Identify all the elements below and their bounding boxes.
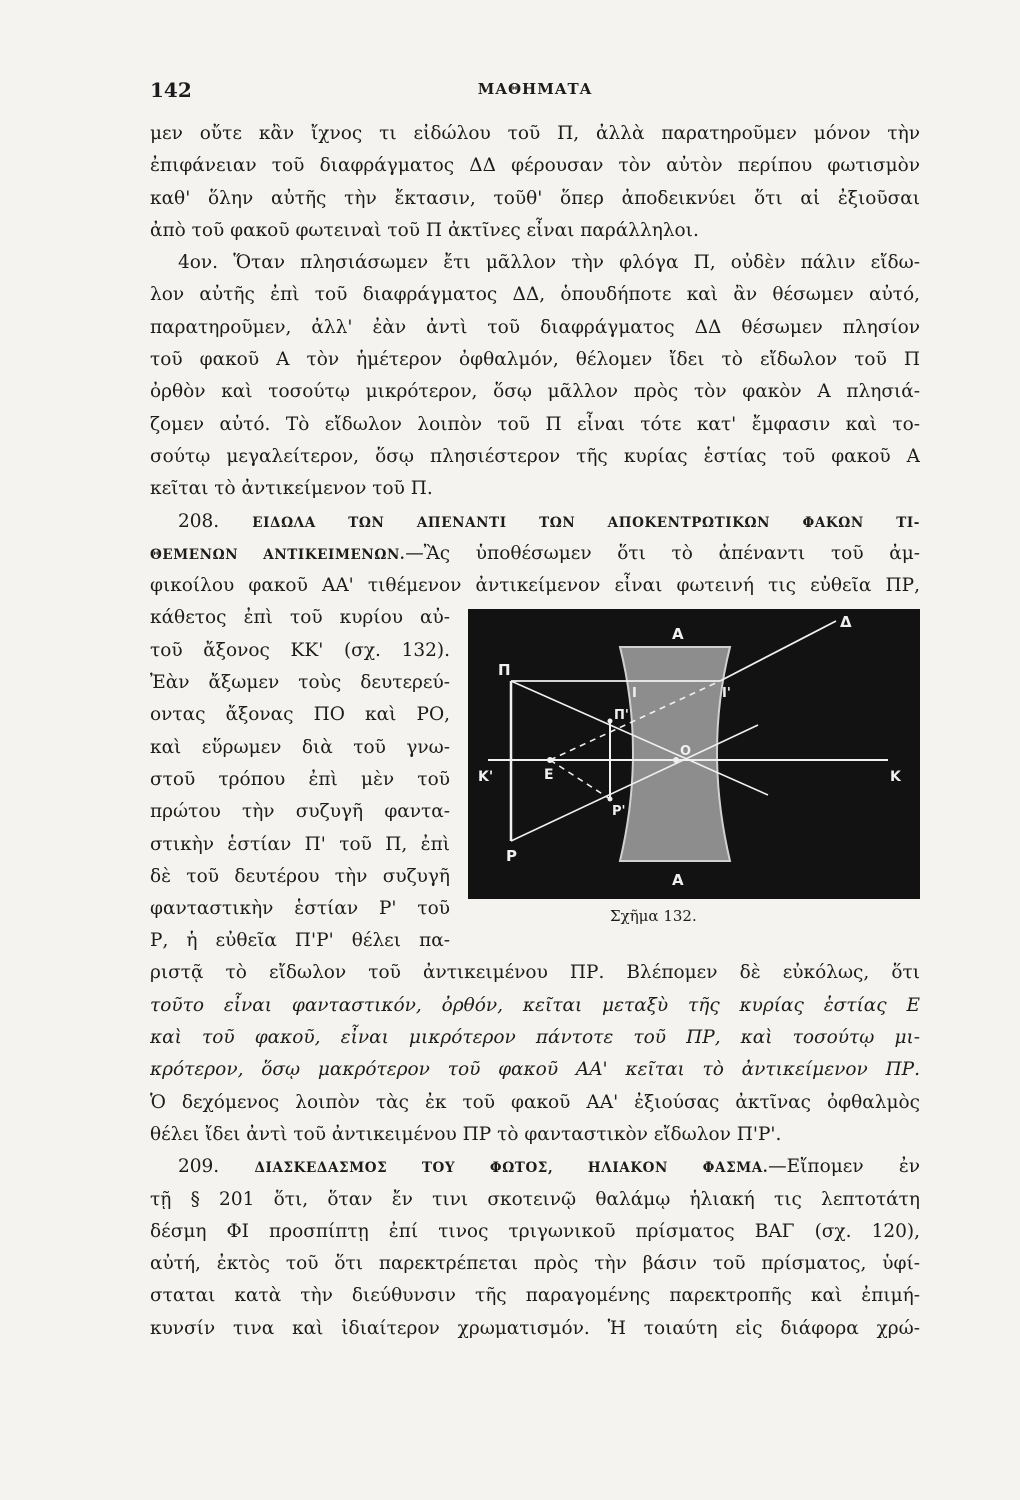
text-line: μεν οὔτε κἂν ἴχνος τι εἰδώλου τοῦ Π, ἀλλὰ παρατηροῦμεν μόνον τὴν xyxy=(150,123,920,144)
wrapped-text-column xyxy=(150,602,450,957)
label-d: Δ xyxy=(840,613,852,632)
section-text: —Εἴπομεν ἐν xyxy=(768,1156,920,1178)
point-r-prime xyxy=(608,797,613,802)
label-a-top: Α xyxy=(672,625,684,644)
text-line: φανταστικὴν ἑστίαν Ρ' τοῦ xyxy=(150,898,450,920)
text-line: τοῦ ἄξονος ΚΚ' (σχ. 132). xyxy=(150,639,450,661)
text-line: ὀρθὸν καὶ τοσούτῳ μικρότερον, ὅσῳ μᾶλλον πρὸς τὸν φακὸν Α πλησιά- xyxy=(150,381,920,403)
text-line: λον αὐτῆς ἐπὶ τοῦ διαφράγματος ΔΔ, ὁπουδήποτε καὶ ἂν θέσωμεν αὐτό, xyxy=(150,284,920,306)
text-line: κυνσίν τινα καὶ ἰδιαίτερον χρωματισμόν. Ἡ τοιαύτη εἰς διάφορα χρώ- xyxy=(150,1317,920,1339)
text-line: Ρ, ἡ εὐθεῖα Π'Ρ' θέλει πα- xyxy=(150,930,450,952)
label-r: Ρ xyxy=(506,847,517,866)
lens-diagram xyxy=(468,609,920,899)
text-line: οντας ἄξονας ΠΟ καὶ ΡΟ, xyxy=(150,704,450,726)
text-line: δὲ τοῦ δευτέρου τὴν συζυγῆ xyxy=(150,865,450,887)
label-e: Ε xyxy=(544,767,554,784)
text-line: παρατηροῦμεν, ἀλλ' ἐὰν ἀντὶ τοῦ διαφράγματος ΔΔ θέσωμεν πλησίον xyxy=(150,316,920,338)
text-line: τῇ § 201 ὅτι, ὅταν ἔν τινι σκοτεινῷ θαλάμῳ ἡλιακή τις λεπτοτάτη xyxy=(150,1188,920,1210)
label-k: Κ xyxy=(890,769,901,786)
section-209-heading-line xyxy=(150,1151,920,1183)
lens-figure xyxy=(468,609,920,899)
text-line: ζομεν αὐτό. Τὸ εἴδωλον λοιπὸν τοῦ Π εἶναι τότε κατ' ἔμφασιν καὶ το- xyxy=(150,413,920,435)
focus-point-e xyxy=(547,757,553,763)
center-point-o xyxy=(673,757,679,763)
text-line: τοῦ φακοῦ Α τὸν ἡμέτερον ὀφθαλμόν, θέλομεν ἴδει τὸ εἴδωλον τοῦ Π xyxy=(150,349,920,371)
text-line: πρώτου τὴν συζυγῆ φαντα- xyxy=(150,801,450,823)
text-line: ἀπὸ τοῦ φακοῦ φωτειναὶ τοῦ Π ἀκτῖνες εἶναι παράλληλοι. xyxy=(150,219,699,241)
text-line: στικὴν ἑστίαν Π' τοῦ Π, ἐπὶ xyxy=(150,833,450,855)
text-line: θέλει ἴδει ἀντὶ τοῦ ἀντικειμένου ΠΡ τὸ φανταστικὸν εἴδωλον Π'Ρ'. xyxy=(150,1123,782,1145)
label-p-prime: Π' xyxy=(614,708,629,724)
page-header xyxy=(150,78,920,106)
section-heading: ΔΙΑΣΚΕΔΑΣΜΟΣ ΤΟΥ ΦΩΤΟΣ, ΗΛΙΑΚΟΝ ΦΑΣΜΑ. xyxy=(254,1160,769,1177)
text-line: σταται κατὰ τὴν διεύθυνσιν τῆς παραγομένης παρεκτροπῆς καὶ ἐπιμή- xyxy=(150,1285,920,1307)
label-o: Ο xyxy=(680,744,692,760)
label-p: Π xyxy=(498,661,511,680)
section-heading: ΘΕΜΕΝΩΝ ΑΝΤΙΚΕΙΜΕΝΩΝ. xyxy=(150,546,406,563)
section-number: 208. xyxy=(178,510,220,532)
label-i-prime: Ι' xyxy=(722,686,731,702)
label-r-prime: Ρ' xyxy=(612,804,626,820)
label-i: Ι xyxy=(632,686,637,702)
label-k-prime: Κ' xyxy=(478,769,494,786)
text-line: στοῦ τρόπου ἐπὶ μὲν τοῦ xyxy=(150,768,450,790)
text-line: κάθετος ἐπὶ τοῦ κυρίου αὐ- xyxy=(150,607,450,629)
text-line: καὶ εὕρωμεν διὰ τοῦ γνω- xyxy=(150,736,450,758)
page-number: 142 xyxy=(150,78,192,102)
text-line: σούτῳ μεγαλείτερον, ὅσῳ πλησιέστερον τῆς κυρίας ἑστίας τοῦ φακοῦ Α xyxy=(150,445,920,467)
text-line: φικοίλου φακοῦ ΑΑ' τιθέμενον ἀντικείμενον εἶναι φωτεινή τις εὐθεῖα ΠΡ, xyxy=(150,575,920,597)
label-a-bottom: Α xyxy=(672,871,684,890)
text-line: τοῦτο εἶναι φανταστικόν, ὀρθόν, κεῖται μεταξὺ τῆς κυρίας ἑστίας Ε xyxy=(150,994,920,1016)
figure-caption: Σχῆμα 132. xyxy=(610,907,697,926)
text-line: 4ον. Ὅταν πλησιάσωμεν ἔτι μᾶλλον τὴν φλόγα Π, οὐδὲν πάλιν εἴδω- xyxy=(178,252,920,274)
text-line xyxy=(150,538,920,570)
text-line: Ἐὰν ἄξωμεν τοὺς δευτερεύ- xyxy=(150,672,450,694)
section-heading: ΕΙΔΩΛΑ ΤΩΝ ΑΠΕΝΑΝΤΙ ΤΩΝ ΑΠΟΚΕΝΤΡΩΤΙΚΩΝ ΦΑΚΩΝ ΤΙ- xyxy=(252,514,920,531)
text-line: ἐπιφάνειαν τοῦ διαφράγματος ΔΔ φέρουσαν τὸν αὐτὸν περίπου φωτισμὸν xyxy=(150,155,920,177)
figure-wrap-block xyxy=(150,602,920,957)
text-line: δέσμη ΦΙ προσπίπτῃ ἐπί τινος τριγωνικοῦ πρίσματος ΒΑΓ (σχ. 120), xyxy=(150,1220,920,1242)
text-line: καθ' ὅλην αὐτῆς τὴν ἔκτασιν, τοῦθ' ὅπερ ἀποδεικνύει ὅτι αἱ ἐξιοῦσαι xyxy=(150,187,920,209)
text-line: καὶ τοῦ φακοῦ, εἶναι μικρότερον πάντοτε τοῦ ΠΡ, καὶ τοσούτῳ μι- xyxy=(150,1027,920,1049)
page-body xyxy=(150,118,920,1345)
text-line: αὐτή, ἐκτὸς τοῦ ὅτι παρεκτρέπεται πρὸς τὴν βάσιν τοῦ πρίσματος, ὑφί- xyxy=(150,1253,920,1275)
text-line: κρότερον, ὅσῳ μακρότερον τοῦ φακοῦ ΑΑ' κεῖται τὸ ἀντικείμενον ΠΡ. xyxy=(150,1059,920,1081)
point-p-prime xyxy=(608,719,613,724)
text-line: Ὁ δεχόμενος λοιπὸν τὰς ἐκ τοῦ φακοῦ ΑΑ' ἐξιούσας ἀκτῖνας ὀφθαλμὸς xyxy=(150,1091,920,1113)
section-number: 209. xyxy=(178,1156,220,1178)
text-line: ριστᾷ τὸ εἴδωλον τοῦ ἀντικειμένου ΠΡ. Βλέπομεν δὲ εὐκόλως, ὅτι xyxy=(150,962,920,984)
running-title: ΜΑΘΗΜΑΤΑ xyxy=(477,80,593,98)
text-line: κεῖται τὸ ἀντικείμενον τοῦ Π. xyxy=(150,478,433,500)
section-text: —Ἂς ὑποθέσωμεν ὅτι τὸ ἀπέναντι τοῦ ἀμ- xyxy=(405,542,920,564)
section-208-heading-line xyxy=(150,506,920,538)
